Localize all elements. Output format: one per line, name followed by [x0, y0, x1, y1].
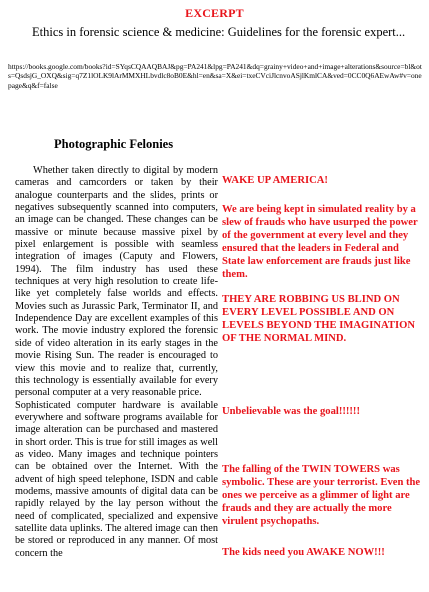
annotation-twin-towers: The falling of the TWIN TOWERS was symbolic. These are your terrorist. Even the ones we perceive as a glimmer of light are frauds and they are actually the more virulent psychopaths.	[222, 464, 421, 527]
annotation-simulated-reality: We are being kept in simulated reality by a slew of frauds who have usurped the power of the government at every level and they ensured that the leaders in Federal and State law enforcement are frauds just like them.	[222, 204, 418, 280]
section-heading: Photographic Felonies	[54, 137, 174, 151]
book-title: Ethics in forensic science & medicine: Guidelines for the forensic expert...	[32, 25, 406, 39]
excerpt-label: EXCERPT	[185, 6, 244, 20]
annotation-kids: The kids need you AWAKE NOW!!!	[222, 547, 385, 558]
annotation-unbelievable: Unbelievable was the goal!!!!!!	[222, 406, 360, 417]
book-url[interactable]: https://books.google.com/books?id=SYqsCQAAQBAJ&pg=PA241&lpg=PA241&dq=grainy+video+and+image+alterations&source=bl&ots=QsdsjG_OXQ&sig=q7Z1lOLK9lArMMXHLbvdlc8oB0E&hl=en&sa=X&ei=txeCVciJlcnvoASjlKmlCA&ved=0CC0Q6AEwAw#v=onepage&q&f=false	[8, 62, 422, 90]
annotation-wake-up: WAKE UP AMERICA!	[222, 175, 328, 186]
annotation-robbing: THEY ARE ROBBING US BLIND ON EVERY LEVEL POSSIBLE AND ON LEVELS BEYOND THE IMAGINATION OF THE NORMAL MIND.	[222, 294, 415, 344]
article-paragraph-2: Sophisticated computer hardware is available everywhere and software programs available for image alteration can be purchased and mastered in short order. This is true for still images as well as video. Many images and technique pointers can be obtained over the Internet. With the advent of high speed telephone, ISDN and cable modems, massive amounts of digital data can be rapidly relayed by the lay person without the need of complicated, specialized and expensive satellite data uplinks. The altered image can then be stored or reproduced in any manner. Of most concern the	[15, 399, 218, 559]
article-paragraph-1: Whether taken directly to digital by modern cameras and camcorders or taken by their analogue counterparts and the slides, prints or negatives subsequently scanned into computers, an image can be changed. These changes can be massive or minute because massive pixel by pixel enlargement is possible with seamless integration of images (Caputy and Flowers, 1994). The film industry has used these techniques at very high resolution to create life-like yet completely false worlds and effects. Movies such as Jurassic Park, Terminator II, and Independence Day are excellent examples of this work. The movie industry explored the forensic side of video alteration in its early stages in the movie Rising Sun. The reader is encouraged to view this movie and to realize that, currently, this technology is essentially available for every personal computer at a very reasonable price.	[15, 165, 218, 399]
article-body	[15, 165, 218, 560]
